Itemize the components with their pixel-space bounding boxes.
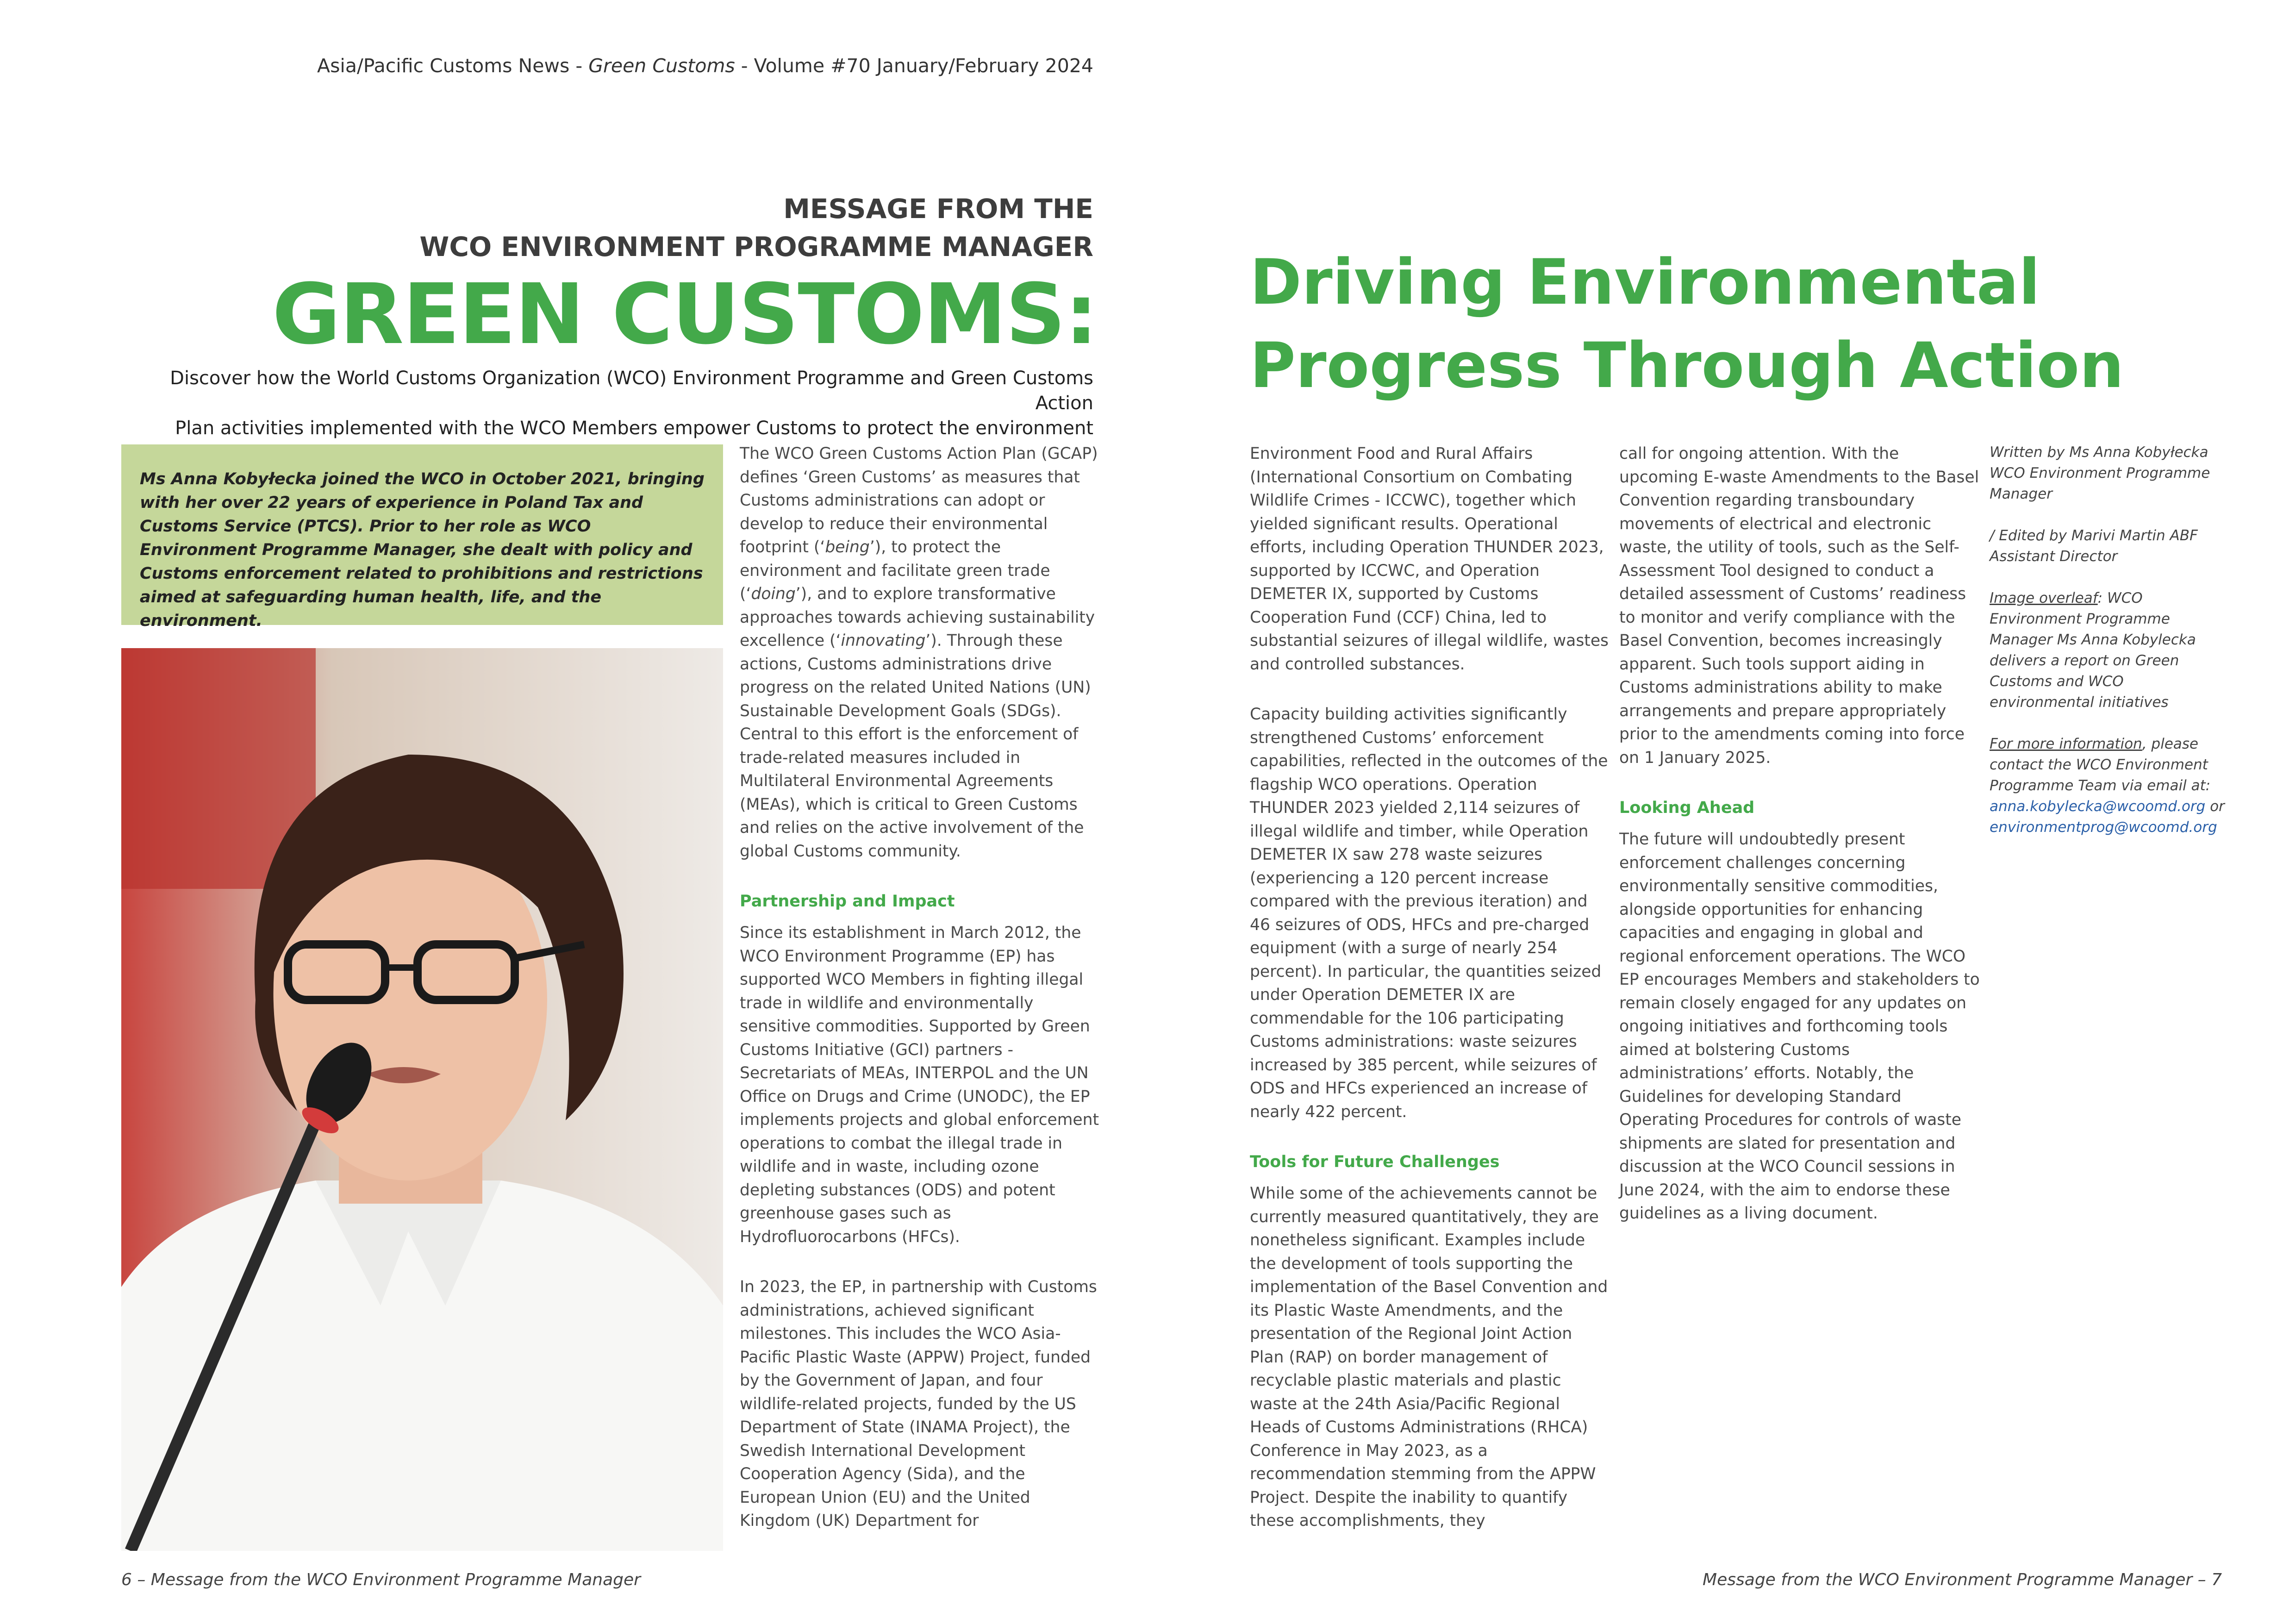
heading-looking-ahead: Looking Ahead <box>1619 799 1755 817</box>
kicker <box>0 190 1093 266</box>
article-column-3 <box>1619 442 1980 1252</box>
written-by: Written by Ms Anna Kobyłecka WCO Environment Programme Manager <box>1990 444 2210 502</box>
standfirst <box>111 366 1093 441</box>
tools-paragraph-cont: call for ongoing attention. With the upcoming E-waste Amendments to the Basel Convention regarding transboundary movements of electrical and electronic waste, the utility of tools, such as the Self-Assessment Tool designed to conduct a detailed assessment of Customs’ readiness to monitor and verify compliance with the Basel Convention, becomes increasingly apparent. Such tools support aiding in Customs administrations ability to make arrangements and prepare appropriately prior to the amendments coming into force on 1 January 2025. <box>1619 444 1979 767</box>
kicker-line-1: MESSAGE FROM THE <box>783 193 1093 225</box>
email-link-kobylecka[interactable]: anna.kobylecka@wcoomd.org <box>1990 798 2206 815</box>
intro-text-b: ’), to protect the environment and facilitate green trade (‘ <box>740 538 1050 603</box>
partnership-paragraph: Since its establishment in March 2012, the WCO Environment Programme (EP) has supported WCO Members in fighting illegal trade in wildlife and environmentally sensitive commodities. Supported by Green Customs Initiative (GCI) partners - Secretariats of MEAs, INTERPOL and the UN Office on Drugs and Crime (UNODC), the EP implements projects and global enforcement operations to combat the illegal trade in wildlife and in waste, including ozone depleting substances (ODS) and potent greenhouse gases such as Hydrofluorocarbons (HFCs). <box>740 924 1099 1246</box>
image-caption <box>1990 588 2230 713</box>
looking-ahead-paragraph: The future will undoubtedly present enforcement challenges concerning environmentally sensitive commodities, alongside opportunities for enhancing capacities and engaging in global and regional enforcement operations. The WCO EP encourages Members and stakeholders to remain closely engaged for any updates on ongoing initiatives and forthcoming tools aimed at bolstering Customs administrations’ efforts. Notably, the Guidelines for developing Standard Operating Procedures for controls of waste shipments are slated for presentation and discussion at the WCO Council sessions in June 2024, with the aim to endorse these guidelines as a living document. <box>1619 830 1980 1223</box>
intro-being: being <box>825 538 870 556</box>
credits-column <box>1990 442 2230 859</box>
image-caption-text: : WCO Environment Programme Manager Ms Anna Kobylecka delivers a report on Green Customs and WCO environmental initiatives <box>1990 590 2196 711</box>
footer-left-text: 6 – Message from the WCO Environment Programme Manager <box>121 1570 641 1589</box>
capacity-paragraph: Capacity building activities significantly strengthened Customs’ enforcement capabilities, reflected in the outcomes of the flagship WCO operations. Operation THUNDER 2023 yielded 2,114 seizures of illegal wildlife and timber, while Operation DEMETER IX saw 278 waste seizures (experiencing a 120 percent increase compared with the previous iteration) and 46 seizures of ODS, HFCs and pre-charged equipment (with a surge of nearly 254 percent). In particular, the quantities seized under Operation DEMETER IX are commendable for the 106 participating Customs administrations: waste seizures increased by 385 percent, while seizures of ODS and HFCs experienced an increase of nearly 422 percent. <box>1250 705 1608 1121</box>
email-or: or <box>2205 798 2225 815</box>
email-link-environmentprog[interactable]: environmentprog@wcoomd.org <box>1990 819 2217 836</box>
image-caption-label: Image overleaf <box>1990 590 2098 606</box>
kicker-line-2: WCO ENVIRONMENT PROGRAMME MANAGER <box>419 231 1093 262</box>
title-right-line-1: Driving Environmental <box>1250 246 2040 319</box>
standfirst-line-2: Plan activities implemented with the WCO Members empower Customs to protect the environment <box>175 418 1093 439</box>
more-information <box>1990 734 2230 838</box>
header-pre: Asia/Pacific Customs News - <box>317 55 589 77</box>
intro-text-c: ’), and to explore transformative approaches towards achieving sustainability excellence (‘ <box>740 585 1095 650</box>
speaker-photo <box>121 648 723 1551</box>
standfirst-line-1: Discover how the World Customs Organization (WCO) Environment Programme and Green Customs Action <box>170 368 1093 414</box>
heading-tools: Tools for Future Challenges <box>1250 1153 1500 1171</box>
milestones-paragraph: In 2023, the EP, in partnership with Customs administrations, achieved significant milestones. This includes the WCO Asia-Pacific Plastic Waste (APPW) Project, funded by the Government of Japan, and four wildlife-related projects, funded by the US Department of State (INAMA Project), the Swedish International Development Cooperation Agency (Sida), and the European Union (EU) and the United Kingdom (UK) Department for <box>740 1278 1097 1530</box>
edited-by: / Edited by Marivi Martin ABF Assistant Director <box>1990 527 2198 565</box>
tools-paragraph: While some of the achievements cannot be currently measured quantitatively, they are nonetheless significant. Examples include the development of tools supporting the implementation of the Basel Convention and its Plastic Waste Amendments, and the presentation of the Regional Joint Action Plan (RAP) on border management of recyclable plastic materials and plastic waste at the 24th Asia/Pacific Regional Heads of Customs Administrations (RHCA) Conference in May 2023, as a recommendation stemming from the APPW Project. Despite the inability to quantify these accomplishments, they <box>1250 1184 1608 1530</box>
bio-box: Ms Anna Kobyłecka joined the WCO in October 2021, bringing with her over 22 years of experience in Poland Tax and Customs Service (PTCS). Prior to her role as WCO Environment Programme Manager, she dealt with policy and Customs enforcement related to prohibitions and restrictions aimed at safeguarding human health, life, and the environment. <box>121 444 723 625</box>
header-post: - Volume #70 January/February 2024 <box>735 55 1093 77</box>
intro-text-d: ’). Through these actions, Customs administrations drive progress on the related United Nations (UN) Sustainable Development Goals (SDGs). Central to this effort is the enforcement of trade-related measures included in Multilateral Environmental Agreements (MEAs), which is critical to Green Customs and relies on the active involvement of the global Customs community. <box>740 631 1091 861</box>
article-column-1 <box>740 442 1101 1560</box>
more-info-text: , please contact the WCO Environment Programme Team via email at: <box>1990 736 2211 794</box>
title-right-line-2: Progress Through Action <box>1250 329 2124 402</box>
intro-doing: doing <box>751 585 796 603</box>
running-header <box>0 55 1093 77</box>
footer-left <box>121 1570 641 1589</box>
milestones-paragraph-cont: Environment Food and Rural Affairs (International Consortium on Combating Wildlife Crimes - ICCWC), together which yielded significant results. Operational efforts, including Operation THUNDER 2023, supported by ICCWC, and Operation DEMETER IX, supported by Customs Cooperation Fund (CCF) China, led to substantial seizures of illegal wildlife, wastes and controlled substances. <box>1250 444 1609 674</box>
page-title-right <box>1250 241 2176 407</box>
header-italic: Green Customs <box>588 55 735 77</box>
speaker-photo-illustration <box>121 648 723 1551</box>
article-column-2 <box>1250 442 1611 1560</box>
intro-innovating: innovating <box>841 631 926 650</box>
intro-text-a: The WCO Green Customs Action Plan (GCAP) defines ‘Green Customs’ as measures that Customs administrations can adopt or develop to reduce their environmental footprint (‘ <box>740 444 1098 556</box>
heading-partnership: Partnership and Impact <box>740 892 955 911</box>
intro-paragraph <box>740 442 1101 863</box>
page-title-left: GREEN CUSTOMS: <box>272 266 1097 363</box>
more-info-label: For more information <box>1990 736 2142 752</box>
footer-right <box>1296 1570 2222 1589</box>
footer-right-text: Message from the WCO Environment Programme Manager – 7 <box>1703 1570 2222 1589</box>
